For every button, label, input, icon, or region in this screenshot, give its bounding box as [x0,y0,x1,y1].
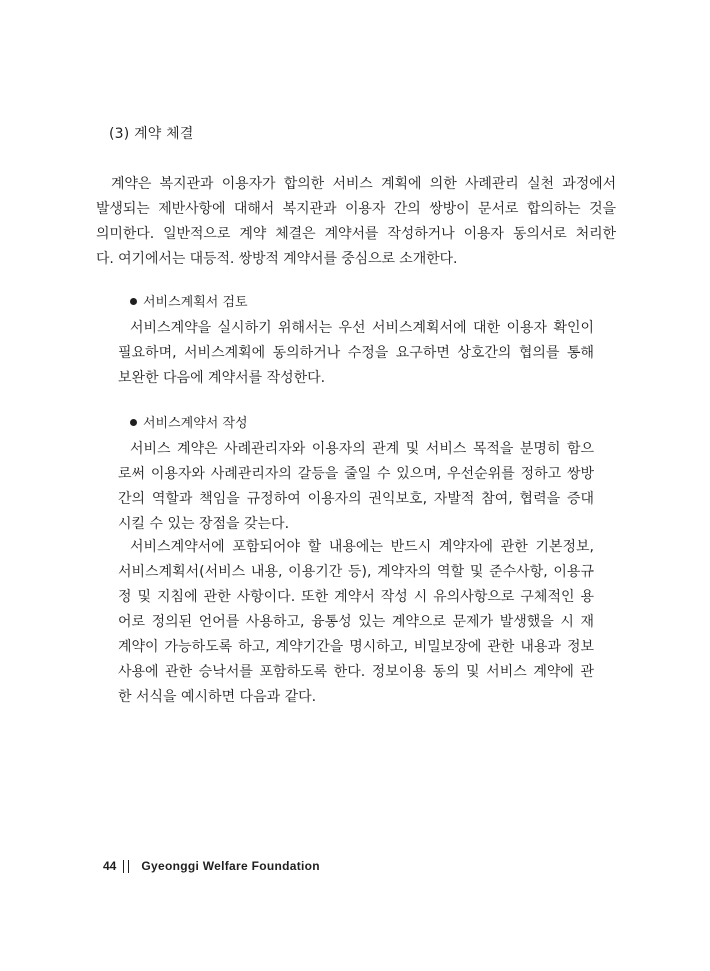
bullet-title: 서비스계약서 작성 [143,416,248,431]
intro-line: 다. 여기에서는 대등적. 쌍방적 계약서를 중심으로 소개한다. [96,251,458,267]
body-paragraph [118,437,594,537]
paragraph-line: 보완한 다음에 계약서를 작성한다. [118,370,326,386]
intro-line: 발생되는 제반사항에 대해서 복지관과 이용자 간의 쌍방이 문서로 합의하는 것을 [96,201,616,217]
section-heading: (3) 계약 체결 [109,126,194,142]
paragraph-line: 사용에 관한 승낙서를 포함하도록 한다. 정보이용 동의 및 서비스 계약에 관 [118,664,594,680]
bullet-icon [130,298,137,305]
bullet-title: 서비스계획서 검토 [143,295,248,310]
paragraph-line: 서비스계약서에 포함되어야 할 내용에는 반드시 계약자에 관한 기본정보, [130,539,594,555]
paragraph-line: 서비스계약을 실시하기 위해서는 우선 서비스계획서에 대한 이용자 확인이 [130,320,594,336]
paragraph-line: 계약이 가능하도록 하고, 계약기간을 명시하고, 비밀보장에 관한 내용과 정보 [118,639,594,655]
bullet-item-service-plan-review [130,294,248,312]
bullet-icon [130,419,137,426]
paragraph-line: 서비스 계약은 사례관리자와 이용자의 관계 및 서비스 목적을 분명히 함으 [130,441,594,457]
paragraph-line: 필요하며, 서비스계획에 동의하거나 수정을 요구하면 상호간의 협의를 통해 [118,345,594,361]
intro-line: 계약은 복지관과 이용자가 합의한 서비스 계획에 의한 사례관리 실천 과정에서 [111,176,616,192]
page-number: 44 [103,859,117,873]
footer-divider [123,860,129,873]
intro-line: 의미한다. 일반적으로 계약 체결은 계약서를 작성하거나 이용자 동의서로 처리한 [96,226,616,242]
footer-organization: Gyeonggi Welfare Foundation [141,859,320,873]
bullet-item-contract-writing [130,415,248,433]
body-paragraph [118,316,594,391]
paragraph-line: 정 및 지침에 관한 사항이다. 또한 계약서 작성 시 유의사항으로 구체적인 용 [118,589,594,605]
paragraph-line: 서비스계획서(서비스 내용, 이용기간 등), 계약자의 역할 및 준수사항, 이용규 [118,564,594,580]
paragraph-line: 어로 정의된 언어를 사용하고, 융통성 있는 계약으로 문제가 발생했을 시 재 [118,614,594,630]
paragraph-line: 시킬 수 있는 장점을 갖는다. [118,516,290,532]
page-footer [103,858,320,874]
paragraph-line: 간의 역할과 책임을 규정하여 이용자의 권익보호, 자발적 참여, 협력을 증대 [118,491,594,507]
intro-paragraph [96,172,616,272]
paragraph-line: 로써 이용자와 사례관리자의 갈등을 줄일 수 있으며, 우선순위를 정하고 쌍방 [118,466,594,482]
paragraph-line: 한 서식을 예시하면 다음과 같다. [118,689,317,705]
body-paragraph [118,535,594,710]
